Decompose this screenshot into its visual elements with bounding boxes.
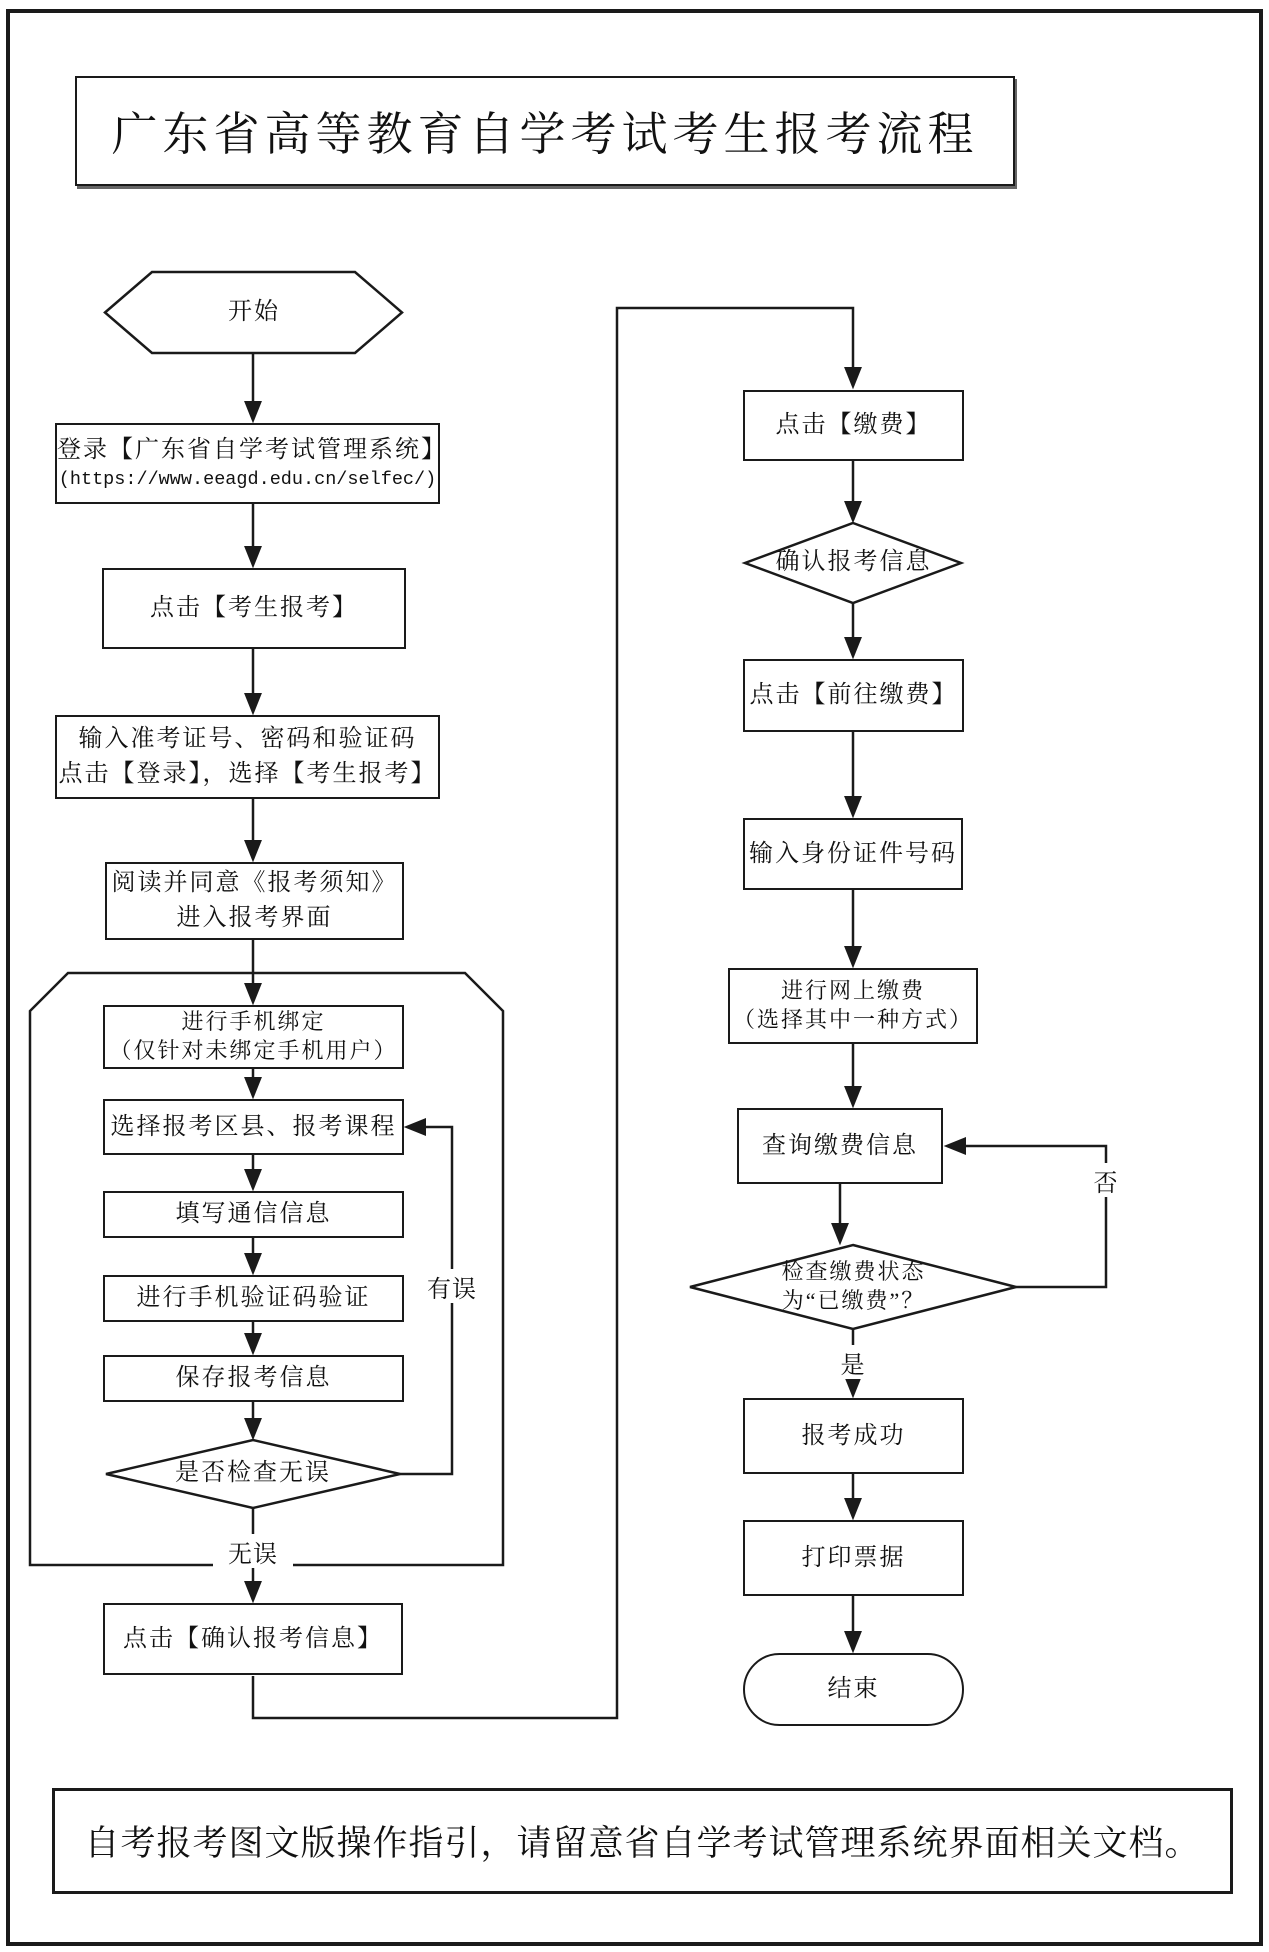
flow-node-confirm-info: 点击【确认报考信息】 [103, 1603, 403, 1675]
flow-node-input-credentials-line2: 点击【登录】，选择【考生报考】 [58, 761, 437, 787]
flow-node-click-register: 点击【考生报考】 [102, 568, 406, 649]
flow-node-online-pay-line1: 进行网上缴费 [780, 978, 925, 1004]
flow-node-click-pay: 点击【缴费】 [743, 390, 964, 461]
flow-node-save-info: 保存报考信息 [103, 1355, 404, 1402]
flow-node-goto-pay: 点击【前往缴费】 [743, 659, 964, 732]
flow-node-success: 报考成功 [743, 1398, 964, 1474]
flow-node-input-credentials [55, 715, 440, 799]
flow-node-login-url: (https://www.eeagd.edu.cn/selfec/) [58, 469, 437, 491]
flow-decision-check-correct: 是否检查无误 [175, 1460, 331, 1487]
flow-node-fill-contact: 填写通信信息 [103, 1191, 404, 1238]
flow-node-end: 结束 [743, 1653, 964, 1726]
flow-node-query-pay: 查询缴费信息 [737, 1108, 943, 1184]
flow-node-read-notice [105, 862, 404, 940]
flow-node-read-notice-line2: 进入报考界面 [176, 905, 333, 931]
flow-node-input-id: 输入身份证件号码 [743, 818, 963, 890]
flow-decision-confirm-info: 确认报考信息 [775, 549, 932, 576]
flow-node-online-pay [728, 968, 978, 1044]
flow-node-start: 开始 [228, 299, 280, 326]
flow-node-online-pay-line2: （选择其中一种方式） [732, 1007, 973, 1032]
flow-decision-payment-status-line2: 为“已缴费”？ [781, 1288, 926, 1313]
flow-decision-payment-status-line1: 检查缴费状态 [781, 1259, 926, 1285]
flow-node-print-receipt: 打印票据 [743, 1520, 964, 1596]
flow-decision-payment-status [690, 1245, 1017, 1329]
flow-node-bind-phone-line2: （仅针对未绑定手机用户） [109, 1038, 398, 1063]
flow-node-login-line1: 登录【广东省自学考试管理系统】 [57, 436, 447, 463]
flow-node-read-notice-line1: 阅读并同意《报考须知》 [111, 870, 398, 897]
edge-label-incorrect: 有误 [412, 1269, 492, 1303]
edge-label-correct: 无误 [213, 1534, 293, 1568]
footer-note: 自考报考图文版操作指引，请留意省自学考试管理系统界面相关文档。 [52, 1788, 1233, 1894]
flow-node-login [55, 423, 447, 504]
page-title: 广东省高等教育自学考试考生报考流程 [75, 76, 1015, 186]
flow-node-select-courses: 选择报考区县、报考课程 [103, 1099, 404, 1155]
flow-node-bind-phone-line1: 进行手机绑定 [181, 1009, 326, 1035]
flow-node-input-credentials-line1: 输入准考证号、密码和验证码 [78, 726, 417, 753]
flow-node-bind-phone [103, 1005, 404, 1069]
edge-label-no: 否 [1086, 1163, 1126, 1197]
edge-label-yes: 是 [833, 1345, 873, 1379]
flow-node-verify-sms: 进行手机验证码验证 [103, 1275, 404, 1322]
